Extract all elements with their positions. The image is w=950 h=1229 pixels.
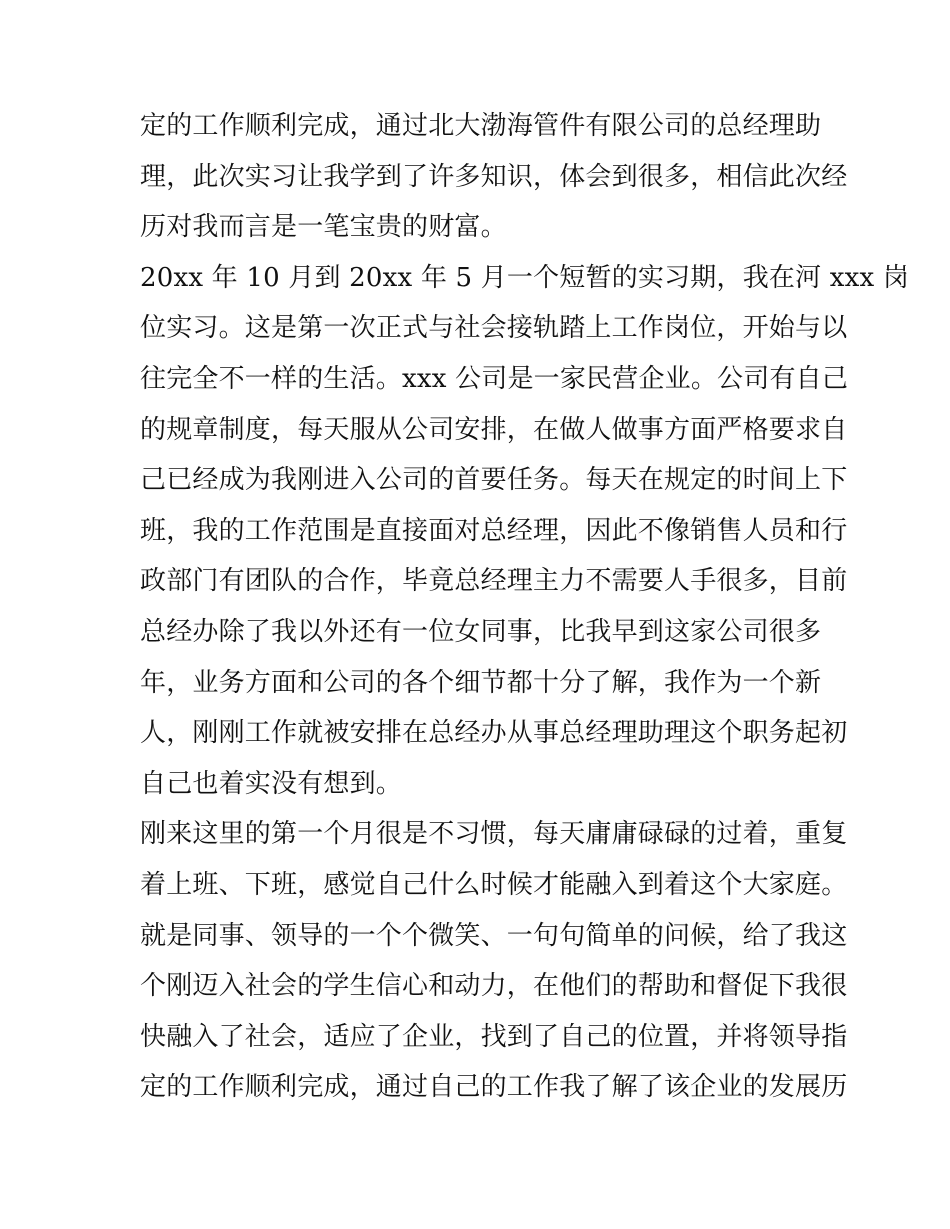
text-line: 历对我而言是一笔宝贵的财富。 [140,212,507,243]
text-line: 快融入了社会，适应了企业，找到了自己的位置，并将领导指 [140,1021,848,1052]
text-line: 着上班、下班，感觉自己什么时候才能融入到着这个大家庭。 [140,869,848,900]
text-line: 年，业务方面和公司的各个细节都十分了解，我作为一个新 [140,667,822,698]
text-line: 刚来这里的第一个月很是不习惯，每天庸庸碌碌的过着，重复 [140,819,848,850]
text-line: 定的工作顺利完成，通过北大渤海管件有限公司的总经理助 [140,111,822,141]
text-line: 的规章制度，每天服从公司安排，在做人做事方面严格要求自 [140,414,848,445]
text-line: 班，我的工作范围是直接面对总经理，因此不像销售人员和行 [140,515,848,546]
text-line: 往完全不一样的生活。xxx 公司是一家民营企业。公司有自己 [140,363,849,394]
text-line: 定的工作顺利完成，通过自己的工作我了解了该企业的发展历 [140,1072,848,1103]
text-line: 政部门有团队的合作，毕竟总经理主力不需要人手很多，目前 [140,566,848,597]
text-line: 理，此次实习让我学到了许多知识，体会到很多，相信此次经 [140,161,848,192]
text-line: 个刚迈入社会的学生信心和动力，在他们的帮助和督促下我很 [140,971,848,1002]
text-line: 20xx 年 10 月到 20xx 年 5 月一个短暂的实习期，我在河 xxx 岗 [140,262,910,293]
text-line: 就是同事、领导的一个个微笑、一句句简单的问候，给了我这 [140,920,848,951]
text-line: 自己也着实没有想到。 [140,768,403,799]
text-line: 己已经成为我刚进入公司的首要任务。每天在规定的时间上下 [140,465,848,496]
text-line: 人，刚刚工作就被安排在总经办从事总经理助理这个职务起初 [140,718,848,749]
body-text [140,101,910,1113]
text-line: 位实习。这是第一次正式与社会接轨踏上工作岗位，开始与以 [140,313,848,344]
text-line: 总经办除了我以外还有一位女同事，比我早到这家公司很多 [140,616,822,647]
